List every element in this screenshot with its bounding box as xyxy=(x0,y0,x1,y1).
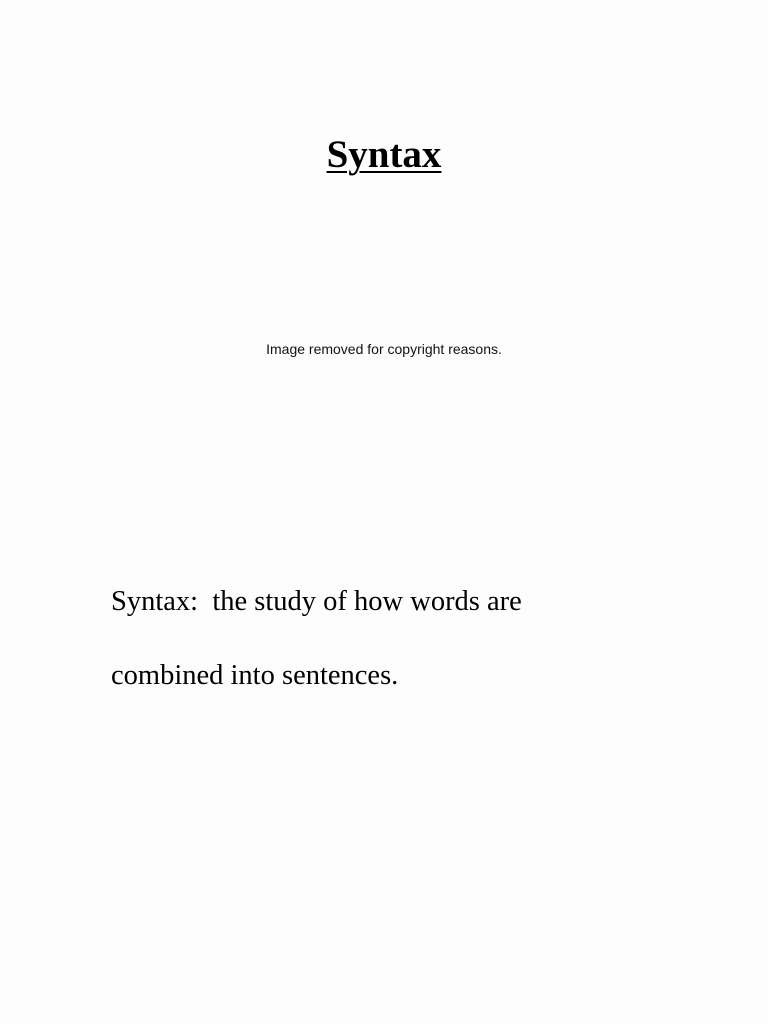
image-removed-notice: Image removed for copyright reasons. xyxy=(266,341,502,357)
definition-line-2: combined into sentences. xyxy=(111,660,399,691)
definition-line-1: Syntax: the study of how words are xyxy=(111,586,522,617)
definition-text xyxy=(111,546,671,731)
page-title: Syntax xyxy=(326,133,442,176)
